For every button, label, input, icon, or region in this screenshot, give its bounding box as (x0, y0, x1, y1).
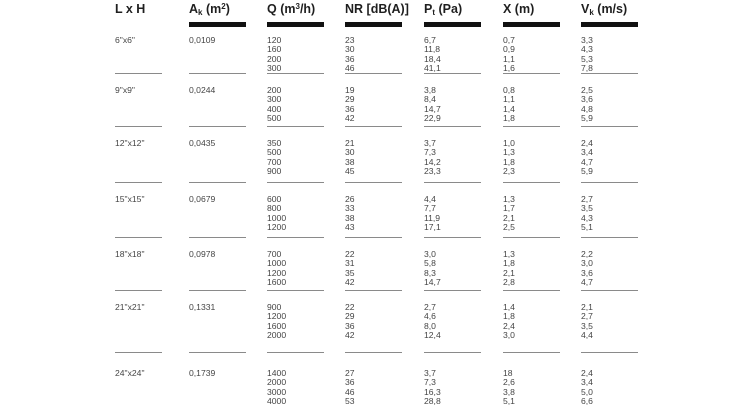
cell-ak: 0,1331 (189, 302, 216, 312)
cell-q: 200 300 400 500 (267, 85, 282, 123)
row-divider (267, 73, 324, 74)
cell-pt: 3,0 5,8 8,3 14,7 (424, 249, 441, 287)
cell-q: 1400 2000 3000 4000 (267, 368, 287, 406)
cell-size: 18"x18" (115, 249, 145, 259)
cell-ak: 0,0435 (189, 138, 216, 148)
row-divider (189, 126, 246, 127)
header-bar-q (267, 22, 324, 27)
cell-x: 0,8 1,1 1,4 1,8 (503, 85, 515, 123)
cell-x: 1,3 1,7 2,1 2,5 (503, 194, 515, 232)
row-divider (267, 182, 324, 183)
cell-pt: 3,7 7,3 14,2 23,3 (424, 138, 441, 176)
cell-vk: 2,7 3,5 4,3 5,1 (581, 194, 593, 232)
header-q: Q $(m^3/h)$ (267, 2, 316, 16)
cell-pt: 6,7 11,8 18,4 41,1 (424, 35, 441, 73)
cell-q: 700 1000 1200 1600 (267, 249, 287, 287)
header-bar-ak (189, 22, 246, 27)
row-divider (581, 290, 638, 291)
cell-ak: 0,0244 (189, 85, 216, 95)
header-bar-vk (581, 22, 638, 27)
row-divider (581, 352, 638, 353)
cell-size: 12"x12" (115, 138, 145, 148)
cell-nr: 22 29 36 42 (345, 302, 355, 340)
header-bar-x (503, 22, 560, 27)
cell-x: 18 2,6 3,8 5,1 (503, 368, 515, 406)
cell-pt: 2,7 4,6 8,0 12,4 (424, 302, 441, 340)
cell-vk: 3,3 4,3 5,3 7,8 (581, 35, 593, 73)
cell-size: 15"x15" (115, 194, 145, 204)
cell-size: 21"x21" (115, 302, 145, 312)
cell-vk: 2,1 2,7 3,5 4,4 (581, 302, 593, 340)
row-divider (345, 290, 402, 291)
row-divider (115, 182, 162, 183)
header-bar-pt (424, 22, 481, 27)
row-divider (345, 126, 402, 127)
row-divider (503, 73, 560, 74)
row-divider (115, 237, 162, 238)
row-divider (503, 290, 560, 291)
header-bar-nr (345, 22, 402, 27)
row-divider (345, 237, 402, 238)
row-divider (503, 237, 560, 238)
row-divider (267, 126, 324, 127)
cell-q: 350 500 700 900 (267, 138, 282, 176)
cell-nr: 19 29 36 42 (345, 85, 355, 123)
row-divider (581, 182, 638, 183)
cell-q: 900 1200 1600 2000 (267, 302, 287, 340)
cell-q: 120 160 200 300 (267, 35, 282, 73)
header-vk: $V_k$ (m/s) (581, 2, 628, 17)
header-pt: $P_t$ (Pa) (424, 2, 463, 17)
cell-q: 600 800 1000 1200 (267, 194, 287, 232)
cell-vk: 2,4 3,4 5,0 6,6 (581, 368, 593, 406)
cell-ak: 0,0109 (189, 35, 216, 45)
cell-vk: 2,4 3,4 4,7 5,9 (581, 138, 593, 176)
header-nr: NR [dB(A)] (345, 2, 409, 16)
row-divider (581, 237, 638, 238)
cell-nr: 27 36 46 53 (345, 368, 355, 406)
cell-pt: 4,4 7,7 11,9 17,1 (424, 194, 441, 232)
cell-pt: 3,7 7,3 16,3 28,8 (424, 368, 441, 406)
row-divider (345, 182, 402, 183)
cell-size: 9"x9" (115, 85, 135, 95)
cell-vk: 2,2 3,0 3,6 4,7 (581, 249, 593, 287)
cell-ak: 0,0679 (189, 194, 216, 204)
cell-size: 6"x6" (115, 35, 135, 45)
cell-nr: 23 30 36 46 (345, 35, 355, 73)
row-divider (424, 73, 481, 74)
row-divider (345, 352, 402, 353)
row-divider (424, 290, 481, 291)
cell-x: 1,0 1,3 1,8 2,3 (503, 138, 515, 176)
cell-x: 0,7 0,9 1,1 1,6 (503, 35, 515, 73)
row-divider (115, 352, 162, 353)
header-x: X (m) (503, 2, 535, 16)
row-divider (267, 237, 324, 238)
row-divider (424, 126, 481, 127)
row-divider (267, 352, 324, 353)
cell-nr: 22 31 35 42 (345, 249, 355, 287)
row-divider (503, 352, 560, 353)
row-divider (503, 182, 560, 183)
row-divider (115, 73, 162, 74)
cell-nr: 26 33 38 43 (345, 194, 355, 232)
row-divider (503, 126, 560, 127)
row-divider (345, 73, 402, 74)
cell-x: 1,4 1,8 2,4 3,0 (503, 302, 515, 340)
cell-nr: 21 30 38 45 (345, 138, 355, 176)
row-divider (189, 290, 246, 291)
cell-vk: 2,5 3,6 4,8 5,9 (581, 85, 593, 123)
header-lxh: L x H (115, 2, 146, 16)
row-divider (115, 126, 162, 127)
cell-ak: 0,0978 (189, 249, 216, 259)
row-divider (189, 182, 246, 183)
row-divider (189, 352, 246, 353)
row-divider (115, 290, 162, 291)
row-divider (581, 126, 638, 127)
row-divider (189, 73, 246, 74)
cell-pt: 3,8 8,4 14,7 22,9 (424, 85, 441, 123)
row-divider (581, 73, 638, 74)
row-divider (267, 290, 324, 291)
row-divider (424, 237, 481, 238)
row-divider (424, 352, 481, 353)
cell-x: 1,3 1,8 2,1 2,8 (503, 249, 515, 287)
header-ak: $A_k$ $(m^2)$ (189, 2, 230, 17)
cell-ak: 0,1739 (189, 368, 216, 378)
row-divider (189, 237, 246, 238)
row-divider (424, 182, 481, 183)
cell-size: 24"x24" (115, 368, 145, 378)
